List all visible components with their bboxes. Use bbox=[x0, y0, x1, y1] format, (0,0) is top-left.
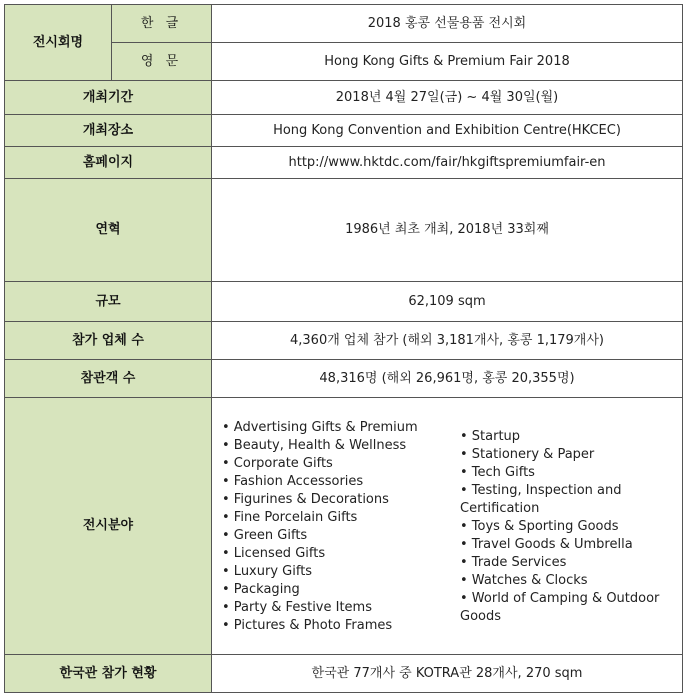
field-item: • Toys & Sporting Goods bbox=[460, 519, 619, 534]
field-item: • Startup bbox=[460, 429, 521, 444]
visitors-value: 48,316명 (해외 26,961명, 홍콩 20,355명) bbox=[212, 360, 683, 398]
exhibitors-value: 4,360개 업체 참가 (해외 3,181개사, 홍콩 1,179개사) bbox=[212, 322, 683, 360]
field-item: • Fashion Accessories bbox=[222, 474, 364, 489]
field-item: • Licensed Gifts bbox=[222, 546, 326, 561]
korea-pavilion-value: 한국관 77개사 중 KOTRA관 28개사, 270 sqm bbox=[212, 655, 683, 693]
homepage-value: http://www.hktdc.com/fair/hkgiftspremiumfair-en bbox=[212, 147, 683, 179]
field-item: • Packaging bbox=[222, 582, 300, 597]
korean-label: 한 글 bbox=[112, 5, 212, 43]
venue-value: Hong Kong Convention and Exhibition Centre(HKCEC) bbox=[212, 115, 683, 147]
field-item: • Corporate Gifts bbox=[222, 456, 333, 471]
korean-name-value: 2018 홍콩 선물용품 전시회 bbox=[212, 5, 683, 43]
field-item: • Travel Goods & Umbrella bbox=[460, 537, 633, 552]
field-item: • Trade Services bbox=[460, 555, 567, 570]
field-item: • Tech Gifts bbox=[460, 465, 535, 480]
history-value: 1986년 최초 개최, 2018년 33회째 bbox=[212, 179, 683, 282]
field-item: • Beauty, Health & Wellness bbox=[222, 438, 407, 453]
english-name-value: Hong Kong Gifts & Premium Fair 2018 bbox=[212, 43, 683, 81]
field-item: • Advertising Gifts & Premium bbox=[222, 420, 418, 435]
korea-pavilion-label: 한국관 참가 현황 bbox=[5, 655, 212, 693]
fields-label: 전시분야 bbox=[5, 398, 212, 655]
field-item: • Watches & Clocks bbox=[460, 573, 588, 588]
visitors-label: 참관객 수 bbox=[5, 360, 212, 398]
scale-label: 규모 bbox=[5, 282, 212, 322]
exhibitors-label: 참가 업체 수 bbox=[5, 322, 212, 360]
field-item: • Green Gifts bbox=[222, 528, 308, 543]
fields-list-left bbox=[222, 398, 460, 635]
fields-list-right bbox=[460, 398, 674, 635]
field-item: • Fine Porcelain Gifts bbox=[222, 510, 358, 525]
period-label: 개최기간 bbox=[5, 81, 212, 115]
field-item: • Party & Festive Items bbox=[222, 600, 372, 615]
field-item: • Pictures & Photo Frames bbox=[222, 618, 393, 633]
field-item: • Testing, Inspection and Certification bbox=[460, 483, 622, 516]
scale-value: 62,109 sqm bbox=[212, 282, 683, 322]
field-item: • Stationery & Paper bbox=[460, 447, 595, 462]
exhibition-name-label: 전시회명 bbox=[5, 5, 112, 81]
field-item: • World of Camping & Outdoor Goods bbox=[460, 591, 660, 624]
field-item: • Figurines & Decorations bbox=[222, 492, 389, 507]
field-item: • Luxury Gifts bbox=[222, 564, 313, 579]
history-label: 연혁 bbox=[5, 179, 212, 282]
period-value: 2018년 4월 27일(금) ~ 4월 30일(월) bbox=[212, 81, 683, 115]
fields-value bbox=[212, 398, 683, 655]
english-label: 영 문 bbox=[112, 43, 212, 81]
exhibition-info-table bbox=[4, 4, 683, 693]
venue-label: 개최장소 bbox=[5, 115, 212, 147]
homepage-label: 홈페이지 bbox=[5, 147, 212, 179]
